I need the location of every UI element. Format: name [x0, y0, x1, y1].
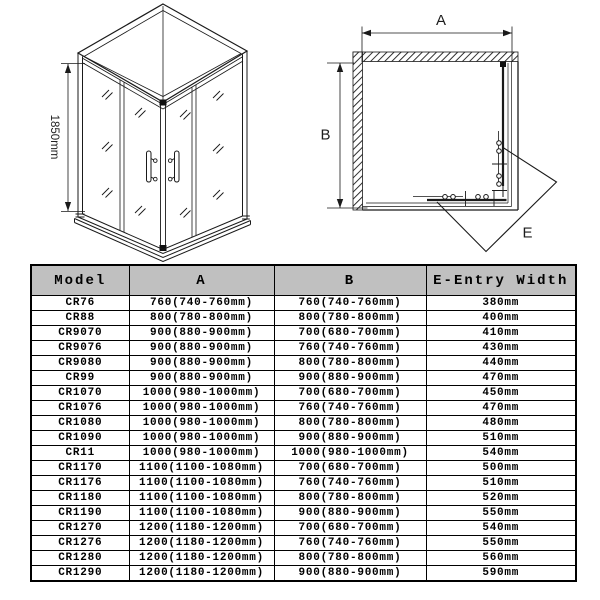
b-value-cell: 760(740-760mm)	[274, 401, 426, 416]
b-value-cell: 800(780-800mm)	[274, 356, 426, 371]
a-value-cell: 1000(980-1000mm)	[129, 386, 274, 401]
shower-enclosure-diagrams	[0, 0, 600, 262]
b-value-cell: 800(780-800mm)	[274, 311, 426, 326]
table-row	[31, 311, 576, 326]
e-entry-width-cell: 540mm	[426, 521, 576, 536]
b-value-cell: 760(740-760mm)	[274, 296, 426, 311]
model-cell: CR1090	[31, 431, 129, 446]
b-value-cell: 700(680-700mm)	[274, 461, 426, 476]
e-entry-width-cell: 540mm	[426, 446, 576, 461]
a-value-cell: 1000(980-1000mm)	[129, 401, 274, 416]
model-cell: CR1290	[31, 566, 129, 582]
a-value-cell: 1200(1180-1200mm)	[129, 566, 274, 582]
model-cell: CR1180	[31, 491, 129, 506]
table-row	[31, 476, 576, 491]
e-entry-width-cell: 430mm	[426, 341, 576, 356]
model-cell: CR11	[31, 446, 129, 461]
b-value-cell: 900(880-900mm)	[274, 431, 426, 446]
b-value-cell: 800(780-800mm)	[274, 416, 426, 431]
corner-post	[161, 105, 166, 249]
model-cell: CR9080	[31, 356, 129, 371]
a-value-cell: 1100(1100-1080mm)	[129, 506, 274, 521]
e-entry-width-cell: 410mm	[426, 326, 576, 341]
e-entry-width-cell: 500mm	[426, 461, 576, 476]
a-value-cell: 1100(1100-1080mm)	[129, 461, 274, 476]
e-entry-width-cell: 380mm	[426, 296, 576, 311]
column-header-b: B	[274, 265, 426, 296]
e-entry-width-cell: 550mm	[426, 506, 576, 521]
top-face-inner	[84, 11, 241, 97]
column-header-a: A	[129, 265, 274, 296]
corner-post-top-cap	[160, 100, 167, 106]
model-cell: CR1280	[31, 551, 129, 566]
a-value-cell: 1000(980-1000mm)	[129, 416, 274, 431]
a-value-cell: 1200(1180-1200mm)	[129, 551, 274, 566]
table-row	[31, 491, 576, 506]
model-cell: CR1076	[31, 401, 129, 416]
e-entry-width-cell: 450mm	[426, 386, 576, 401]
b-value-cell: 760(740-760mm)	[274, 341, 426, 356]
model-cell: CR1190	[31, 506, 129, 521]
plan-view-drawing	[320, 12, 556, 252]
a-value-cell: 1200(1180-1200mm)	[129, 536, 274, 551]
height-dimension-label: 1850mm	[48, 114, 60, 160]
column-header-model: Model	[31, 265, 129, 296]
model-cell: CR1176	[31, 476, 129, 491]
table-header-row	[31, 265, 576, 296]
b-value-cell: 800(780-800mm)	[274, 551, 426, 566]
table-row	[31, 506, 576, 521]
table-row	[31, 356, 576, 371]
left-door-handle	[147, 151, 158, 182]
table-row	[31, 566, 576, 582]
model-cell: CR1170	[31, 461, 129, 476]
model-cell: CR88	[31, 311, 129, 326]
b-value-cell: 800(780-800mm)	[274, 491, 426, 506]
b-value-cell: 900(880-900mm)	[274, 506, 426, 521]
model-cell: CR9076	[31, 341, 129, 356]
a-value-cell: 760(740-760mm)	[129, 296, 274, 311]
b-value-cell: 1000(980-1000mm)	[274, 446, 426, 461]
height-dimension	[48, 64, 85, 212]
a-value-cell: 900(880-900mm)	[129, 356, 274, 371]
e-entry-width-cell: 440mm	[426, 356, 576, 371]
door-tracks	[363, 62, 512, 207]
e-entry-width-cell: 470mm	[426, 371, 576, 386]
b-value-cell: 900(880-900mm)	[274, 566, 426, 582]
a-value-cell: 1100(1100-1080mm)	[129, 491, 274, 506]
e-entry-width-cell: 510mm	[426, 476, 576, 491]
b-value-cell: 900(880-900mm)	[274, 371, 426, 386]
top-face-outer	[78, 4, 247, 102]
e-entry-width-cell: 470mm	[426, 401, 576, 416]
bottom-door-rollers	[443, 191, 494, 206]
table-row	[31, 326, 576, 341]
model-cell: CR99	[31, 371, 129, 386]
model-cell: CR76	[31, 296, 129, 311]
a-value-cell: 900(880-900mm)	[129, 326, 274, 341]
a-value-cell: 800(780-800mm)	[129, 311, 274, 326]
table-row	[31, 296, 576, 311]
b-value-cell: 700(680-700mm)	[274, 326, 426, 341]
a-value-cell: 900(880-900mm)	[129, 341, 274, 356]
model-cell: CR1276	[31, 536, 129, 551]
table-row	[31, 431, 576, 446]
column-header-e-entry-width: E-Entry Width	[426, 265, 576, 296]
table-row	[31, 371, 576, 386]
e-entry-width-cell: 550mm	[426, 536, 576, 551]
roller-rails	[413, 131, 499, 197]
table-row	[31, 521, 576, 536]
model-cell: CR1070	[31, 386, 129, 401]
spec-table	[30, 264, 577, 582]
isometric-view-drawing	[48, 4, 251, 262]
model-cell: CR1270	[31, 521, 129, 536]
tray-base	[75, 214, 251, 262]
table-row	[31, 341, 576, 356]
right-door-handle	[168, 151, 179, 182]
table-row	[31, 551, 576, 566]
depth-dimension-label: B	[320, 126, 331, 144]
top-wall-hatched	[353, 52, 518, 62]
left-wall-hatched	[353, 52, 363, 210]
b-value-cell: 760(740-760mm)	[274, 536, 426, 551]
table-row	[31, 386, 576, 401]
panel-mullions	[120, 80, 196, 237]
e-entry-width-cell: 510mm	[426, 431, 576, 446]
table-row	[31, 536, 576, 551]
e-entry-width-cell: 590mm	[426, 566, 576, 582]
table-row	[31, 461, 576, 476]
e-entry-width-cell: 480mm	[426, 416, 576, 431]
a-value-cell: 1100(1100-1080mm)	[129, 476, 274, 491]
entry-width-label: E	[522, 224, 533, 242]
model-cell: CR1080	[31, 416, 129, 431]
width-dimension-label: A	[435, 12, 447, 29]
right-wall-frame	[242, 51, 250, 219]
a-value-cell: 900(880-900mm)	[129, 371, 274, 386]
e-entry-width-cell: 560mm	[426, 551, 576, 566]
e-entry-width-cell: 400mm	[426, 311, 576, 326]
a-value-cell: 1200(1180-1200mm)	[129, 521, 274, 536]
a-value-cell: 1000(980-1000mm)	[129, 431, 274, 446]
table-row	[31, 401, 576, 416]
b-value-cell: 700(680-700mm)	[274, 521, 426, 536]
b-value-cell: 700(680-700mm)	[274, 386, 426, 401]
a-value-cell: 1000(980-1000mm)	[129, 446, 274, 461]
e-entry-width-cell: 520mm	[426, 491, 576, 506]
table-row	[31, 446, 576, 461]
left-wall-frame	[76, 53, 85, 217]
b-value-cell: 760(740-760mm)	[274, 476, 426, 491]
right-door-bracket	[500, 62, 506, 68]
model-cell: CR9070	[31, 326, 129, 341]
table-row	[31, 416, 576, 431]
enclosure-frame	[363, 62, 519, 211]
